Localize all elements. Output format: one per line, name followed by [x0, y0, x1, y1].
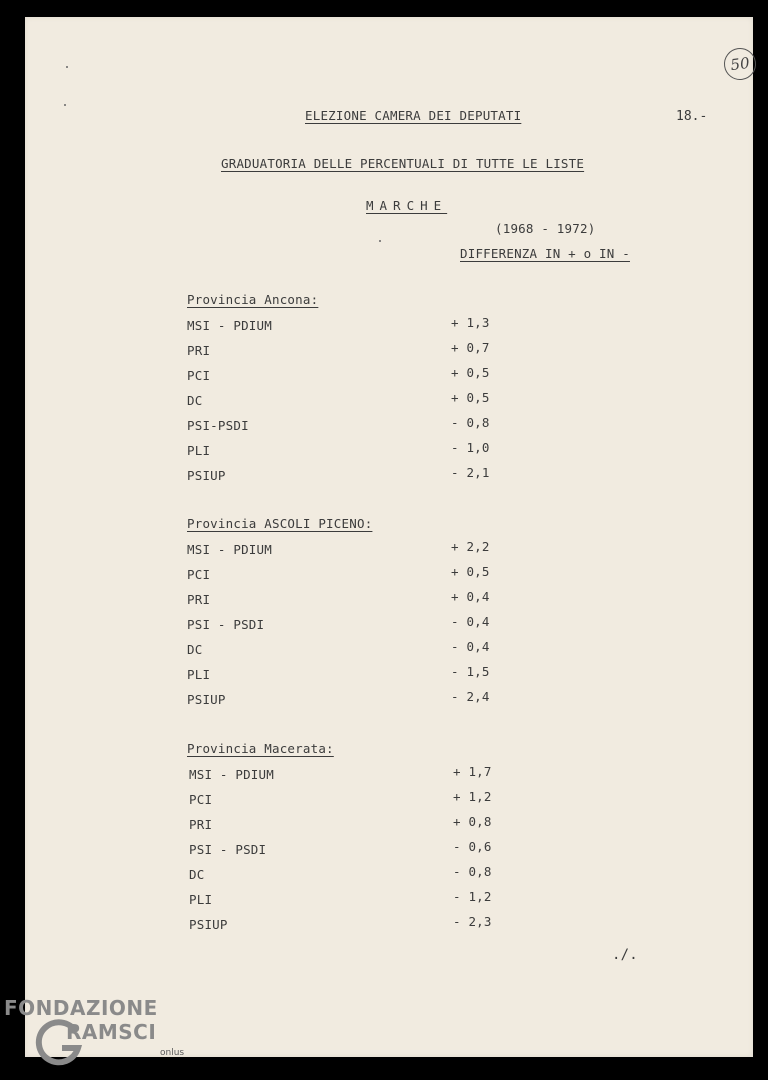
percentage-difference: - 0,8 [453, 864, 492, 879]
archive-stamp [722, 46, 758, 82]
paper-speck [64, 104, 66, 106]
percentage-difference: + 1,3 [451, 315, 490, 330]
party-name: PSIUP [187, 468, 226, 483]
party-name: PSIUP [187, 692, 226, 707]
party-name: MSI - PDIUM [187, 318, 272, 333]
province-heading: Provincia ASCOLI PICENO: [187, 516, 373, 531]
party-name: PSI - PSDI [187, 617, 265, 632]
party-name: PCI [189, 792, 213, 807]
percentage-difference: + 0,7 [451, 340, 490, 355]
party-name: MSI - PDIUM [189, 767, 274, 782]
party-name: MSI - PDIUM [187, 542, 272, 557]
party-name: PCI [187, 567, 211, 582]
percentage-difference: - 2,3 [453, 914, 492, 929]
province-heading: Provincia Macerata: [187, 741, 334, 756]
region-heading: MARCHE [366, 198, 448, 213]
party-name: PSIUP [189, 917, 228, 932]
party-name: PRI [187, 592, 211, 607]
percentage-difference: - 2,4 [451, 689, 490, 704]
percentage-difference: + 0,5 [451, 390, 490, 405]
percentage-difference: + 0,8 [453, 814, 492, 829]
percentage-difference: + 0,4 [451, 589, 490, 604]
party-name: DC [187, 393, 203, 408]
period-label: (1968 - 1972) [495, 221, 596, 236]
document-subtitle: GRADUATORIA DELLE PERCENTUALI DI TUTTE LE LISTE [221, 156, 585, 171]
watermark-sub: onlus [160, 1048, 185, 1058]
percentage-difference: - 1,0 [451, 440, 490, 455]
percentage-difference: + 0,5 [451, 365, 490, 380]
percentage-difference: - 1,2 [453, 889, 492, 904]
percentage-difference: + 1,2 [453, 789, 492, 804]
document-page [25, 17, 753, 1057]
percentage-difference: - 0,4 [451, 639, 490, 654]
percentage-difference: - 0,8 [451, 415, 490, 430]
party-name: PRI [189, 817, 213, 832]
percentage-difference: + 2,2 [451, 539, 490, 554]
party-name: PRI [187, 343, 211, 358]
stamp-number: 50 [729, 53, 751, 75]
party-name: PSI - PSDI [189, 842, 267, 857]
percentage-difference: + 1,7 [453, 764, 492, 779]
page-number: 18.- [676, 109, 708, 124]
province-heading: Provincia Ancona: [187, 292, 319, 307]
party-name: PCI [187, 368, 211, 383]
party-name: PLI [189, 892, 213, 907]
difference-label: DIFFERENZA IN + o IN - [460, 246, 630, 261]
party-name: DC [187, 642, 203, 657]
party-name: DC [189, 867, 205, 882]
watermark-line2: RAMSCI [66, 1020, 157, 1044]
percentage-difference: - 1,5 [451, 664, 490, 679]
party-name: PSI-PSDI [187, 418, 249, 433]
party-name: PLI [187, 443, 211, 458]
continuation-mark: ./. [612, 947, 638, 963]
party-name: PLI [187, 667, 211, 682]
fondazione-gramsci-watermark [4, 996, 194, 1076]
watermark-line1: FONDAZIONE [4, 996, 158, 1020]
percentage-difference: - 0,4 [451, 614, 490, 629]
percentage-difference: - 2,1 [451, 465, 490, 480]
document-title: ELEZIONE CAMERA DEI DEPUTATI [305, 108, 522, 123]
percentage-difference: + 0,5 [451, 564, 490, 579]
paper-speck [66, 66, 68, 68]
paper-speck [379, 240, 381, 242]
percentage-difference: - 0,6 [453, 839, 492, 854]
